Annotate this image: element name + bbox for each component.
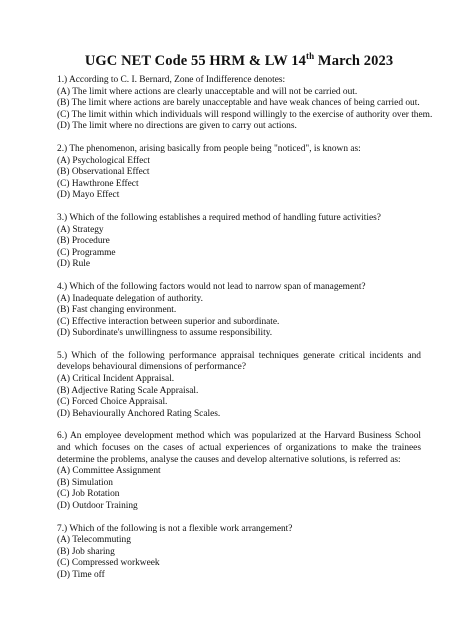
option-d: (D) Time off	[57, 569, 105, 580]
question-stem: 7.) Which of the following is not a flexible work arrangement?	[57, 523, 293, 534]
title-suffix: March 2023	[314, 53, 394, 69]
option-b: (B) Observational Effect	[57, 167, 150, 178]
option-b: (B) Adjective Rating Scale Appraisal.	[57, 385, 199, 396]
question-2	[57, 144, 421, 202]
option-b: (B) Procedure	[57, 236, 110, 247]
question-1	[57, 75, 433, 133]
title-superscript: th	[306, 51, 315, 62]
question-6	[57, 431, 421, 512]
option-d: (D) Mayo Effect	[57, 190, 120, 201]
option-d: (D) The limit where no directions are given to carry out actions.	[57, 121, 297, 132]
option-d: (D) Outdoor Training	[57, 501, 138, 511]
option-a: (A) Committee Assignment	[57, 466, 161, 477]
question-stem: 3.) Which of the following establishes a required method of handling future activities?	[57, 212, 381, 223]
document-page	[57, 51, 433, 593]
document-title	[57, 52, 421, 70]
option-a: (A) Strategy	[57, 224, 104, 235]
option-c: (C) Job Rotation	[57, 489, 120, 500]
question-stem: 2.) The phenomenon, arising basically from people being "noticed", is known as:	[57, 143, 361, 154]
question-stem: 4.) Which of the following factors would not lead to narrow span of management?	[57, 281, 366, 292]
option-a: (A) The limit where actions are clearly unacceptable and will not be carried out.	[57, 86, 358, 97]
question-stem: 1.) According to C. I. Bernard, Zone of Indifference denotes:	[57, 75, 286, 85]
question-7	[57, 524, 421, 582]
question-4	[57, 282, 421, 340]
option-b: (B) The limit where actions are barely unacceptable and have weak chances of being carried out.	[57, 98, 420, 109]
option-d: (D) Subordinate's unwillingness to assume responsibility.	[57, 328, 273, 339]
option-c: (C) Forced Choice Appraisal.	[57, 397, 168, 408]
option-b: (B) Fast changing environment.	[57, 305, 177, 316]
option-a: (A) Critical Incident Appraisal.	[57, 374, 175, 385]
option-a: (A) Psychological Effect	[57, 155, 151, 166]
option-c: (C) Effective interaction between superior and subordinate.	[57, 316, 280, 327]
option-a: (A) Inadequate delegation of authority.	[57, 293, 203, 304]
option-b: (B) Job sharing	[57, 546, 115, 557]
option-c: (C) Hawthrone Effect	[57, 178, 139, 189]
question-stem: 6.) An employee development method which was popularized at the Harvard Business School and which focuses on the cases of actual experiences of organizations to make the trainees determine the problems, analyse the causes and develop alternative solutions, is referred as:	[57, 431, 421, 465]
question-3	[57, 213, 421, 271]
question-stem: 5.) Which of the following performance appraisal techniques generate critical incidents and develops behavioural dimensions of performance?	[57, 350, 421, 373]
option-d: (D) Rule	[57, 259, 91, 270]
option-c: (C) Programme	[57, 247, 116, 258]
question-5	[57, 351, 421, 421]
option-c: (C) The limit within which individuals will respond willingly to the exercise of authority over them.	[57, 109, 433, 120]
option-a: (A) Telecommuting	[57, 535, 131, 546]
option-b: (B) Simulation	[57, 477, 113, 488]
title-prefix: UGC NET Code 55 HRM & LW 14	[84, 53, 306, 69]
option-d: (D) Behaviourally Anchored Rating Scales.	[57, 408, 221, 419]
option-c: (C) Compressed workweek	[57, 558, 160, 569]
